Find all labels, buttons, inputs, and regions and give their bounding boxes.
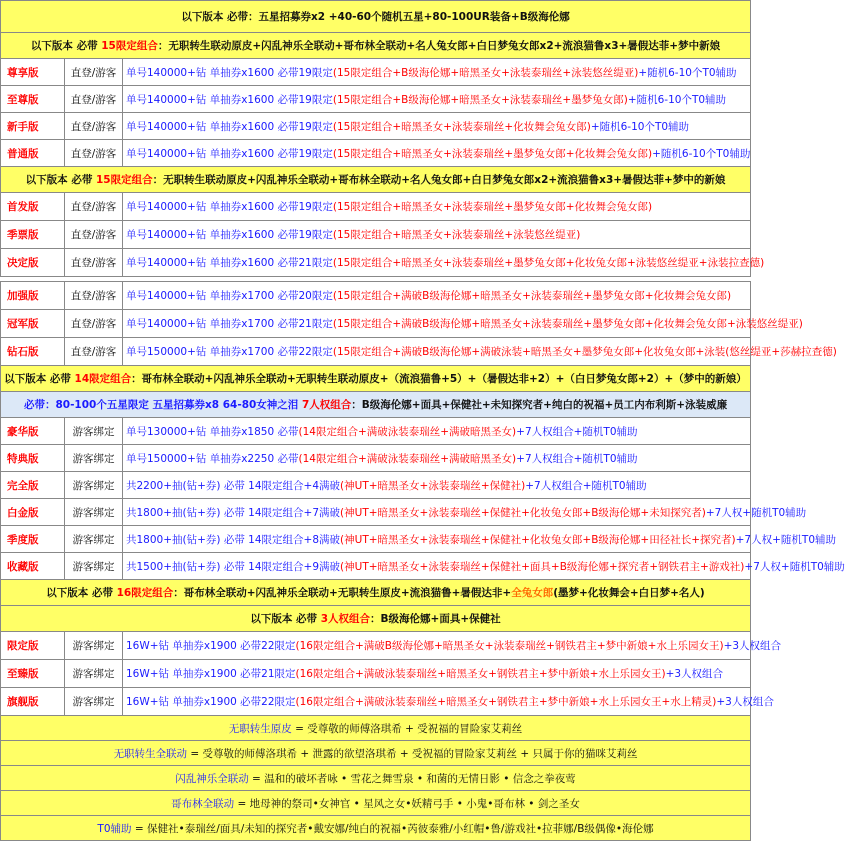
login-mode: 直登/游客 [65, 86, 123, 113]
edition-name: 冠军版 [1, 310, 65, 338]
edition-contents [123, 526, 836, 553]
contents-extra: +7人权+随机T0辅助 [705, 506, 807, 519]
edition-contents [123, 59, 751, 86]
edition-name: 季度版 [1, 526, 65, 553]
edition-name: 至尊版 [1, 86, 65, 113]
edition-contents [123, 310, 803, 338]
edition-contents [123, 688, 774, 716]
contents-limited: (16限定组合+满破泳装泰瑞丝+暗黑圣女+钢铁君主+梦中新娘+水上乐园女王+水上精灵) [295, 696, 717, 708]
footnote-text: = 地母神的祭司•女神官 • 星风之女•妖精弓手 • 小鬼•哥布林 • 剑之圣女 [234, 797, 580, 810]
contents-base: 16W+钻 单抽券x1900 必带22限定 [126, 696, 296, 708]
contents-limited: (15限定组合+B级海伦娜+暗黑圣女+泳装泰瑞丝+泳装悠丝缇亚) [332, 66, 639, 79]
footnote-row [1, 816, 751, 841]
contents-extra: +7人权+随机T0辅助 [744, 560, 845, 573]
edition-contents [123, 140, 751, 167]
edition-row [1, 526, 751, 553]
edition-row [1, 338, 751, 366]
contents-extra: +3人权组合 [665, 668, 724, 680]
login-mode: 直登/游客 [65, 221, 123, 249]
contents-limited: (15限定组合+满破B级海伦娜+暗黑圣女+泳装泰瑞丝+墨梦兔女郎+化妆舞会兔女郎) [332, 290, 732, 302]
contents-limited: (神UT+暗黑圣女+泳装泰瑞丝+保健社+面具+B级海伦娜+探究者+钢铁君主+游戏社) [340, 560, 745, 573]
edition-contents [123, 418, 751, 445]
section1-title-post: ：无职转生联动原皮+闪乱神乐全联动+哥布林全联动+名人兔女郎+白日梦兔女郎x2+流浪猫鲁x3+暑假达菲+梦中新娘 [157, 40, 721, 52]
contents-extra: +随机6-10个T0辅助 [652, 147, 751, 160]
contents-base: 16W+钻 单抽券x1900 必带21限定 [126, 668, 296, 680]
login-mode: 直登/游客 [65, 249, 123, 277]
contents-extra: +随机6-10个T0辅助 [590, 120, 690, 133]
login-mode: 游客绑定 [65, 688, 123, 716]
edition-contents [123, 221, 751, 249]
contents-extra: +7人权组合+随机T0辅助 [516, 425, 638, 438]
section1-rows [1, 59, 751, 167]
contents-base: 单号140000+钻 单抽券x1700 必带21限定 [126, 318, 333, 330]
login-mode: 游客绑定 [65, 553, 123, 580]
contents-base: 共1500+抽(钻+券) 必带 14限定组合+9满破 [126, 560, 341, 573]
section1-title-pre: 以下版本 必带 [30, 40, 102, 52]
login-mode: 直登/游客 [65, 338, 123, 366]
login-mode: 游客绑定 [65, 660, 123, 688]
footnote-cell [1, 816, 751, 841]
contents-limited: (15限定组合+满破B级海伦娜+暗黑圣女+泳装泰瑞丝+墨梦兔女郎+化妆舞会兔女郎+泳装悠丝缇亚) [332, 318, 803, 330]
edition-row [1, 249, 751, 277]
contents-base: 单号150000+钻 单抽券x1700 必带22限定 [126, 346, 333, 358]
edition-row [1, 282, 751, 310]
footnote-cell [1, 791, 751, 816]
section4-subtitle [1, 392, 751, 418]
login-mode: 直登/游客 [65, 310, 123, 338]
section4-title-pre: 以下版本 必带 [4, 373, 75, 385]
contents-limited: (神UT+暗黑圣女+泳装泰瑞丝+保健社+化妆兔女郎+B级海伦娜+未知探究者) [340, 506, 706, 519]
footnotes [1, 716, 751, 841]
contents-extra: +7人权+随机T0辅助 [735, 533, 836, 546]
edition-row [1, 445, 751, 472]
section2-title [1, 167, 751, 193]
footnote-text: = 受尊敬的师傅洛琪希 + 泄露的欲望洛琪希 + 受祝福的冒险家艾莉丝 + 只属于你的猫咪艾莉丝 [187, 747, 638, 760]
edition-row [1, 193, 751, 221]
edition-contents [123, 553, 845, 580]
edition-contents [123, 282, 751, 310]
main-header: 以下版本 必带：五星招募券x2 +40-60个随机五星+80-100UR装备+B级海伦娜 [1, 1, 751, 33]
contents-limited: (15限定组合+暗黑圣女+泳装泰瑞丝+泳装悠丝缇亚) [332, 229, 581, 241]
contents-extra: +随机6-10个T0辅助 [627, 93, 727, 106]
contents-base: 单号140000+钻 单抽券x1600 必带19限定 [126, 147, 333, 160]
login-mode: 游客绑定 [65, 472, 123, 499]
login-mode: 游客绑定 [65, 526, 123, 553]
section4-sub-red: 7人权组合 [301, 399, 352, 411]
edition-contents [123, 632, 782, 660]
edition-row [1, 499, 751, 526]
edition-contents [123, 472, 751, 499]
edition-row [1, 660, 751, 688]
section5-title-red: 16限定组合 [116, 587, 174, 599]
section5-rows [1, 632, 782, 716]
section5-sub-pre: 以下版本 必带 [250, 613, 321, 625]
contents-extra: +随机6-10个T0辅助 [638, 66, 737, 79]
edition-name: 白金版 [1, 499, 65, 526]
edition-name: 首发版 [1, 193, 65, 221]
edition-row [1, 86, 751, 113]
edition-name: 加强版 [1, 282, 65, 310]
section5-sub-post: ：B级海伦娜+面具+保健社 [370, 613, 501, 625]
contents-base: 共2200+抽(钻+券) 必带 14限定组合+4满破 [126, 479, 341, 492]
edition-contents [123, 660, 751, 688]
login-mode: 直登/游客 [65, 193, 123, 221]
edition-contents [123, 445, 751, 472]
footnote-label: 哥布林全联动 [171, 797, 235, 810]
contents-base: 单号140000+钻 单抽券x1600 必带21限定 [126, 257, 333, 269]
edition-row [1, 59, 751, 86]
section1-title [1, 33, 751, 59]
login-mode: 游客绑定 [65, 499, 123, 526]
contents-extra: +7人权组合+随机T0辅助 [516, 452, 638, 465]
edition-name: 旗舰版 [1, 688, 65, 716]
login-mode: 直登/游客 [65, 113, 123, 140]
section5-subtitle [1, 606, 751, 632]
edition-row [1, 221, 751, 249]
footnote-label: 闪乱神乐全联动 [175, 772, 249, 785]
contents-base: 16W+钻 单抽券x1900 必带22限定 [126, 640, 296, 652]
contents-limited: (神UT+暗黑圣女+泳装泰瑞丝+保健社+化妆兔女郎+B级海伦娜+田径社长+探究者) [340, 533, 736, 546]
login-mode: 直登/游客 [65, 282, 123, 310]
section5-title [1, 580, 751, 606]
contents-base: 单号140000+钻 单抽券x1600 必带19限定 [126, 93, 333, 106]
edition-contents [123, 113, 751, 140]
contents-limited: (15限定组合+暗黑圣女+泳装泰瑞丝+墨梦兔女郎+化妆兔女郎+泳装悠丝缇亚+泳装拉查德) [332, 257, 765, 269]
footnote-text: = 受尊敬的师傅洛琪希 + 受祝福的冒险家艾莉丝 [291, 722, 523, 735]
contents-limited: (15限定组合+暗黑圣女+泳装泰瑞丝+化妆舞会兔女郎) [332, 120, 591, 133]
contents-base: 共1800+抽(钻+券) 必带 14限定组合+8满破 [126, 533, 341, 546]
contents-limited: (15限定组合+B级海伦娜+暗黑圣女+泳装泰瑞丝+墨梦兔女郎) [332, 93, 628, 106]
section5-sub-red: 3人权组合 [320, 613, 371, 625]
section2-title-post: ：无职转生联动原皮+闪乱神乐全联动+哥布林全联动+名人兔女郎+白日梦兔女郎x2+流浪猫鲁x3+暑假达菲+梦中的新娘 [152, 174, 726, 186]
section4-title-red: 14限定组合 [74, 373, 132, 385]
edition-row [1, 632, 751, 660]
section2-rows [1, 193, 765, 277]
footnote-cell [1, 741, 751, 766]
edition-name: 尊享版 [1, 59, 65, 86]
footnote-label: 无职转生全联动 [113, 747, 188, 760]
edition-name: 决定版 [1, 249, 65, 277]
edition-row [1, 688, 751, 716]
section4-rows [1, 418, 845, 580]
section3-rows [1, 282, 837, 366]
edition-name: 至臻版 [1, 660, 65, 688]
edition-name: 季票版 [1, 221, 65, 249]
footnote-row [1, 791, 751, 816]
contents-limited: (15限定组合+暗黑圣女+泳装泰瑞丝+墨梦兔女郎+化妆舞会兔女郎) [332, 201, 653, 213]
contents-extra: +7人权组合+随机T0辅助 [525, 479, 647, 492]
contents-limited: (15限定组合+暗黑圣女+泳装泰瑞丝+墨梦兔女郎+化妆舞会兔女郎) [332, 147, 653, 160]
contents-base: 单号140000+钻 单抽券x1600 必带19限定 [126, 66, 333, 79]
footnote-row [1, 766, 751, 791]
section4-sub-blue: 必带：80-100个五星限定 五星招募券x8 64-80女神之泪 [23, 399, 302, 411]
edition-name: 新手版 [1, 113, 65, 140]
footnote-label: T0辅助 [97, 822, 132, 835]
footnote-text: = 保健社•泰瑞丝/面具/未知的探究者•戴安娜/纯白的祝福•芮彼泰雅/小红帽•鲁/游戏社•拉菲娜/B级偶像•海伦娜 [131, 822, 654, 835]
footnote-label: 无职转生原皮 [228, 722, 292, 735]
edition-contents [123, 338, 837, 366]
edition-row [1, 472, 751, 499]
edition-row [1, 113, 751, 140]
footnote-text: = 温和的破坏者咏 • 雪花之舞雪泉 • 和菌的无情日影 • 信念之拳夜莺 [248, 772, 576, 785]
section5-title-red2: 全兔女郎 [511, 587, 554, 599]
section2-title-pre: 以下版本 必带 [25, 174, 96, 186]
contents-limited: (16限定组合+满破泳装泰瑞丝+暗黑圣女+钢铁君主+梦中新娘+水上乐园女王) [295, 668, 666, 680]
contents-extra: +3人权组合 [723, 640, 782, 652]
edition-name: 收藏版 [1, 553, 65, 580]
contents-extra: +3人权组合 [716, 696, 774, 708]
edition-contents [123, 193, 751, 221]
section5-title-mid: ：哥布林全联动+闪乱神乐全联动+无职转生原皮+流浪猫鲁+暑假达非+ [173, 587, 512, 599]
edition-name: 钻石版 [1, 338, 65, 366]
footnote-row [1, 741, 751, 766]
section1-title-red: 15限定组合 [101, 40, 158, 52]
edition-name: 限定版 [1, 632, 65, 660]
contents-base: 共1800+抽(钻+券) 必带 14限定组合+7满破 [126, 506, 341, 519]
login-mode: 直登/游客 [65, 59, 123, 86]
section2-title-red: 15限定组合 [95, 174, 153, 186]
footnote-row [1, 716, 751, 741]
edition-row [1, 553, 751, 580]
edition-contents [123, 249, 765, 277]
contents-base: 单号150000+钻 单抽券x2250 必带 [126, 452, 299, 465]
contents-limited: (16限定组合+满破B级海伦娜+暗黑圣女+泳装泰瑞丝+钢铁君主+梦中新娘+水上乐园女王) [295, 640, 724, 652]
edition-name: 完全版 [1, 472, 65, 499]
section4-title [1, 366, 751, 392]
section4-title-post: ：哥布林全联动+闪乱神乐全联动+无职转生联动原皮+（流浪猫鲁+5）+（暑假达非+2）+（白日梦兔女郎+2）+（梦中的新娘） [131, 373, 747, 385]
section5-title-pre: 以下版本 必带 [46, 587, 117, 599]
login-mode: 游客绑定 [65, 632, 123, 660]
section4-sub-post: ：B级海伦娜+面具+保健社+未知探究者+纯白的祝福+员工内布利斯+泳装威廉 [351, 399, 728, 411]
edition-name: 普通版 [1, 140, 65, 167]
contents-base: 单号140000+钻 单抽券x1700 必带20限定 [126, 290, 333, 302]
edition-row [1, 140, 751, 167]
contents-base: 单号140000+钻 单抽券x1600 必带19限定 [126, 120, 333, 133]
login-mode: 直登/游客 [65, 140, 123, 167]
login-mode: 游客绑定 [65, 445, 123, 472]
contents-limited: (14限定组合+满破泳装泰瑞丝+满破暗黑圣女) [298, 425, 517, 438]
contents-limited: (15限定组合+满破B级海伦娜+满破泳装+暗黑圣女+墨梦兔女郎+化妆兔女郎+泳装(悠丝缇亚+莎赫拉查德) [332, 346, 837, 358]
footnote-cell [1, 766, 751, 791]
contents-base: 单号130000+钻 单抽券x1850 必带 [126, 425, 299, 438]
edition-name: 豪华版 [1, 418, 65, 445]
edition-row [1, 310, 751, 338]
edition-contents [123, 499, 807, 526]
footnote-cell [1, 716, 751, 741]
edition-row [1, 418, 751, 445]
contents-limited: (神UT+暗黑圣女+泳装泰瑞丝+保健社) [340, 479, 526, 492]
login-mode: 游客绑定 [65, 418, 123, 445]
contents-base: 单号140000+钻 单抽券x1600 必带19限定 [126, 229, 333, 241]
contents-base: 单号140000+钻 单抽券x1600 必带19限定 [126, 201, 333, 213]
contents-limited: (14限定组合+满破泳装泰瑞丝+满破暗黑圣女) [298, 452, 517, 465]
edition-contents [123, 86, 751, 113]
edition-name: 特典版 [1, 445, 65, 472]
section5-title-post: (墨梦+化妆舞会+白日梦+名人) [553, 587, 705, 599]
